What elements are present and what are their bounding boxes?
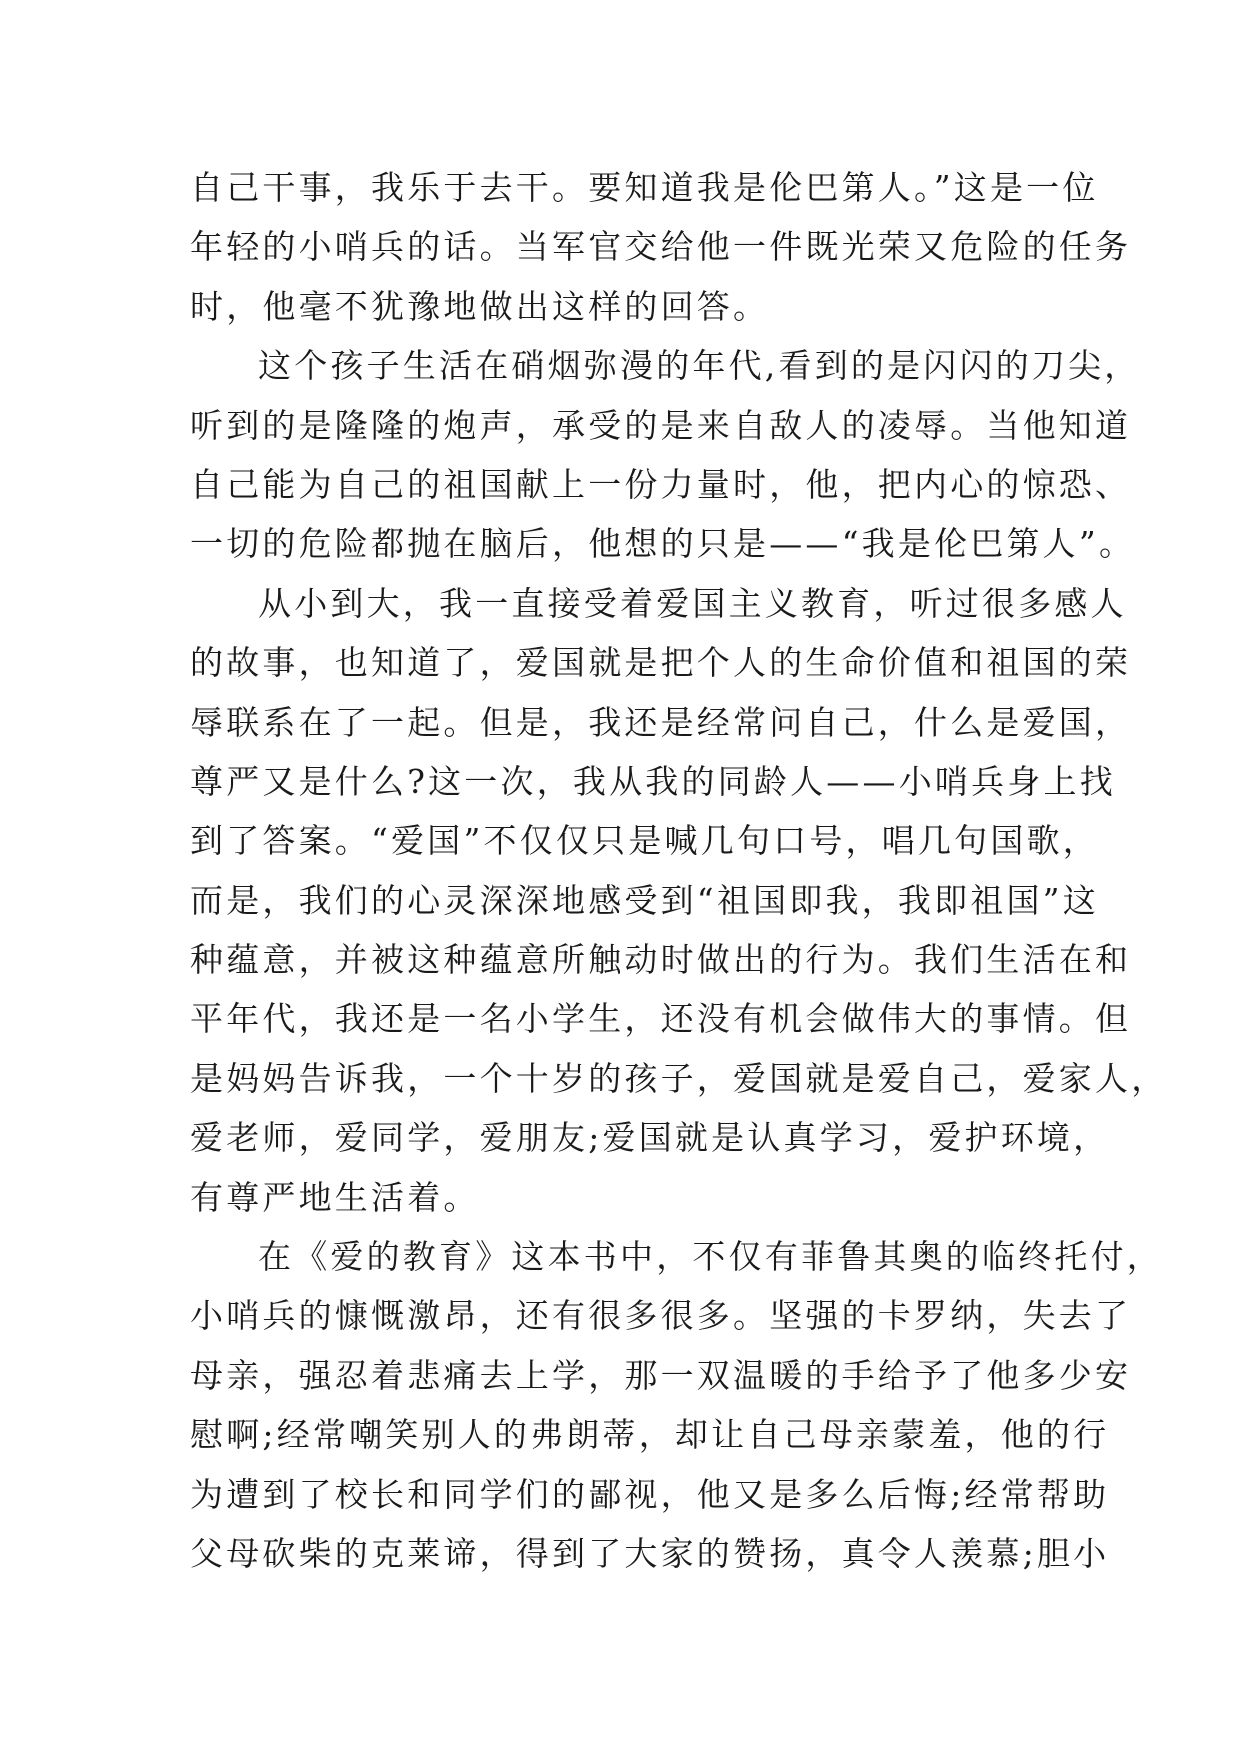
text-line: 为遭到了校长和同学们的鄙视，他又是多么后悔;经常帮助 [190, 1474, 1110, 1514]
text-line: 爱老师，爱同学，爱朋友;爱国就是认真学习，爱护环境， [190, 1118, 1110, 1158]
text-line: 年轻的小哨兵的话。当军官交给他一件既光荣又危险的任务 [190, 227, 1132, 267]
text-line: 辱联系在了一起。但是，我还是经常问自己，什么是爱国， [190, 702, 1132, 742]
text-line: 是妈妈告诉我，一个十岁的孩子，爱国就是爱自己，爱家人， [190, 1058, 1168, 1098]
paragraph-start-line: 在《爱的教育》这本书中，不仅有菲鲁其奥的临终托付， [258, 1237, 1163, 1277]
text-line: 自己能为自己的祖国献上一份力量时，他，把内心的惊恐、 [190, 464, 1132, 504]
paragraph-start-line: 这个孩子生活在硝烟弥漫的年代,看到的是闪闪的刀尖， [258, 346, 1141, 386]
text-line: 到了答案。“爱国”不仅仅只是喊几句口号，唱几句国歌， [190, 821, 1099, 861]
text-line: 听到的是隆隆的炮声，承受的是来自敌人的凌辱。当他知道 [190, 405, 1132, 445]
text-line: 尊严又是什么?这一次，我从我的同龄人——小哨兵身上找 [190, 761, 1116, 801]
text-line: 母亲，强忍着悲痛去上学，那一双温暖的手给予了他多少安 [190, 1355, 1132, 1395]
text-line: 种蕴意，并被这种蕴意所触动时做出的行为。我们生活在和 [190, 940, 1132, 980]
text-line: 一切的危险都抛在脑后，他想的只是——“我是伦巴第人”。 [190, 524, 1136, 564]
text-line: 慰啊;经常嘲笑别人的弗朗蒂，却让自己母亲蒙羞，他的行 [190, 1415, 1110, 1455]
text-line: 而是，我们的心灵深深地感受到“祖国即我，我即祖国”这 [190, 880, 1099, 920]
text-line: 时，他毫不犹豫地做出这样的回答。 [190, 286, 770, 326]
paragraph-start-line: 从小到大，我一直接受着爱国主义教育，听过很多感人 [258, 583, 1127, 623]
article-body [190, 158, 1168, 1583]
text-line: 平年代，我还是一名小学生，还没有机会做伟大的事情。但 [190, 999, 1132, 1039]
text-line: 小哨兵的慷慨激昂，还有很多很多。坚强的卡罗纳，失去了 [190, 1296, 1132, 1336]
text-line: 的故事，也知道了，爱国就是把个人的生命价值和祖国的荣 [190, 643, 1132, 683]
text-line: 父母砍柴的克莱谛，得到了大家的赞扬，真令人羡慕;胆小 [190, 1533, 1110, 1573]
text-line: 自己干事，我乐于去干。要知道我是伦巴第人。”这是一位 [190, 168, 1099, 207]
text-line: 有尊严地生活着。 [190, 1177, 480, 1217]
